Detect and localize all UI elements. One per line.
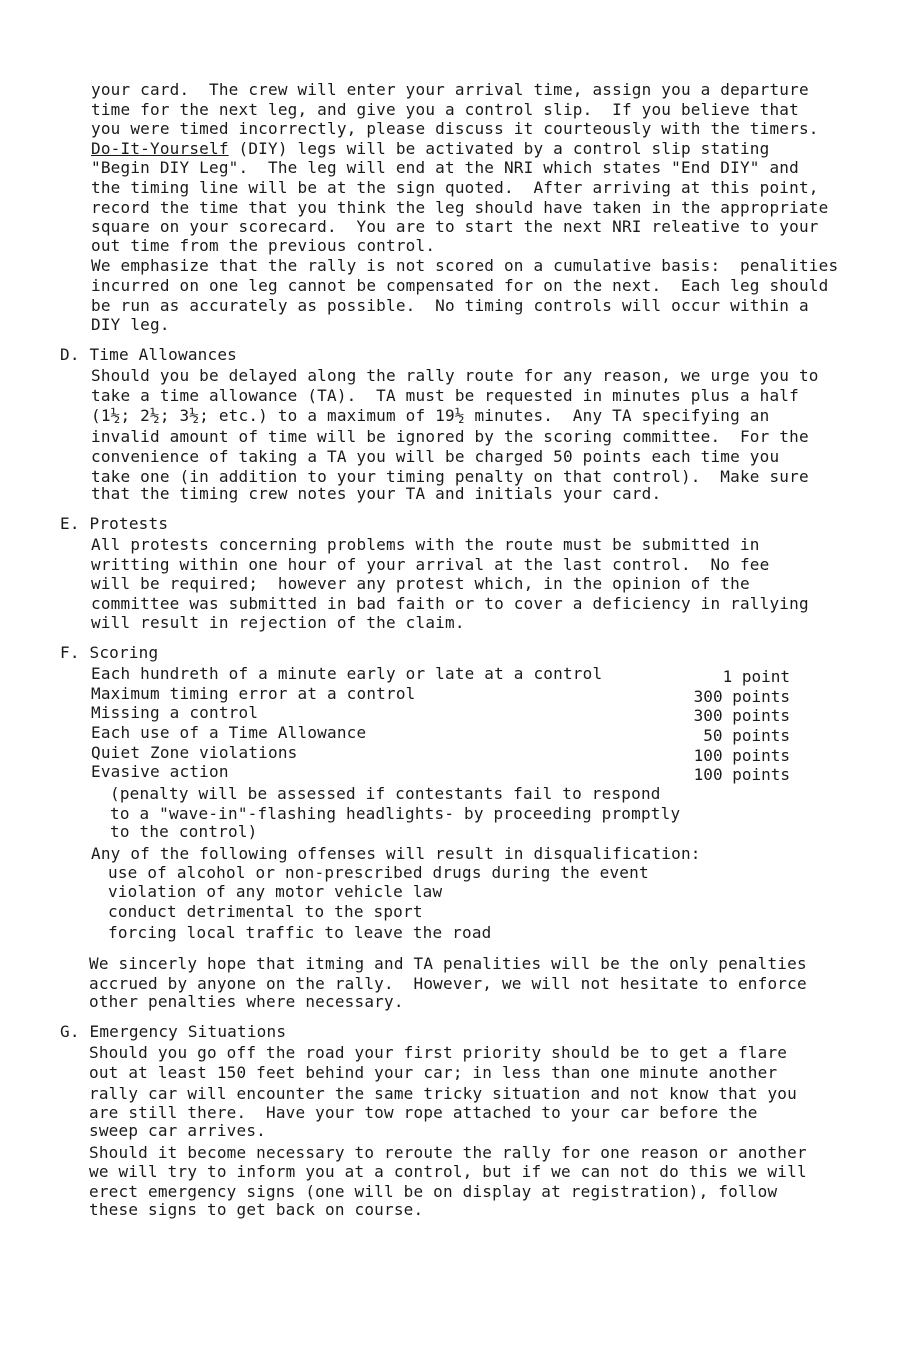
penalty-points: 300 points	[693, 706, 790, 725]
disqualification-heading: Any of the following offenses will result in disqualification:	[91, 844, 701, 863]
intro-line: square on your scorecard. You are to start the next NRI releative to your	[91, 217, 819, 236]
section-line: (1½; 2½; 3½; etc.) to a maximum of 19½ minutes. Any TA specifying an	[91, 406, 770, 425]
penalty-points: 1 point	[722, 667, 790, 686]
section-line: Should it become necessary to reroute the rally for one reason or another	[89, 1143, 807, 1162]
section-line: we will try to inform you at a control, but if we can not do this we will	[89, 1162, 807, 1181]
intro-line: DIY leg.	[91, 315, 170, 334]
disqualification-item: forcing local traffic to leave the road	[108, 923, 492, 942]
section-heading: D. Time Allowances	[60, 345, 237, 364]
intro-line: your card. The crew will enter your arrival time, assign you a departure	[91, 80, 809, 99]
disqualification-item: violation of any motor vehicle law	[108, 882, 443, 901]
intro-line: you were timed incorrectly, please discuss it courteously with the timers.	[91, 119, 819, 138]
section-heading: E. Protests	[60, 514, 169, 533]
section-line: are still there. Have your tow rope attached to your car before the	[89, 1103, 758, 1122]
intro-line: incurred on one leg cannot be compensated for on the next. Each leg should	[91, 276, 829, 295]
section-line: that the timing crew notes your TA and initials your card.	[91, 484, 662, 503]
section-line: convenience of taking a TA you will be charged 50 points each time you	[91, 447, 780, 466]
penalty-points: 100 points	[693, 746, 790, 765]
disqualification-item: conduct detrimental to the sport	[108, 902, 423, 921]
diy-line-rest: (DIY) legs will be activated by a control slip stating	[228, 139, 770, 158]
section-line: will result in rejection of the claim.	[91, 613, 465, 632]
closing-line: accrued by anyone on the rally. However, we will not hesitate to enforce	[89, 974, 807, 993]
section-line: invalid amount of time will be ignored by the scoring committee. For the	[91, 427, 809, 446]
section-line: take one (in addition to your timing penalty on that control). Make sure	[91, 467, 809, 486]
penalty-label: Each use of a Time Allowance	[91, 723, 367, 742]
section-line: Should you be delayed along the rally route for any reason, we urge you to	[91, 366, 819, 385]
section-line: Should you go off the road your first priority should be to get a flare	[89, 1043, 788, 1062]
intro-line: "Begin DIY Leg". The leg will end at the NRI which states "End DIY" and	[91, 158, 799, 177]
intro-line: be run as accurately as possible. No timing controls will occur within a	[91, 296, 809, 315]
diy-term: Do-It-Yourself	[91, 139, 229, 158]
section-line: committee was submitted in bad faith or to cover a deficiency in rallying	[91, 594, 809, 613]
section-line: these signs to get back on course.	[89, 1200, 424, 1219]
penalty-label: Each hundreth of a minute early or late at a control	[91, 664, 603, 683]
section-heading: G. Emergency Situations	[60, 1022, 287, 1041]
section-line: All protests concerning problems with the route must be submitted in	[91, 535, 760, 554]
section-line: rally car will encounter the same tricky situation and not know that you	[89, 1084, 797, 1103]
section-line: take a time allowance (TA). TA must be requested in minutes plus a half	[91, 386, 799, 405]
section-line: writting within one hour of your arrival at the last control. No fee	[91, 555, 770, 574]
intro-line: time for the next leg, and give you a control slip. If you believe that	[91, 100, 799, 119]
penalty-points: 300 points	[693, 687, 790, 706]
penalty-label: Quiet Zone violations	[91, 743, 298, 762]
diy-line	[91, 139, 769, 159]
section-line: sweep car arrives.	[89, 1121, 266, 1140]
disqualification-item: use of alcohol or non-prescribed drugs during the event	[108, 863, 649, 882]
closing-line: We sincerly hope that itming and TA penalities will be the only penalties	[89, 954, 807, 973]
evasive-note-line: to a "wave-in"-flashing headlights- by proceeding promptly	[110, 804, 681, 823]
intro-line: the timing line will be at the sign quoted. After arriving at this point,	[91, 178, 819, 197]
section-line: erect emergency signs (one will be on display at registration), follow	[89, 1182, 778, 1201]
section-heading: F. Scoring	[60, 643, 159, 662]
penalty-label: Evasive action	[91, 762, 229, 781]
intro-line: We emphasize that the rally is not scored on a cumulative basis: penalities	[91, 256, 839, 275]
section-line: will be required; however any protest which, in the opinion of the	[91, 574, 750, 593]
penalty-label: Maximum timing error at a control	[91, 684, 416, 703]
evasive-note-line: to the control)	[110, 822, 258, 841]
closing-line: other penalties where necessary.	[89, 992, 404, 1011]
penalty-points: 50 points	[703, 726, 790, 745]
intro-line: record the time that you think the leg should have taken in the appropriate	[91, 198, 829, 217]
intro-line: out time from the previous control.	[91, 236, 436, 255]
evasive-note-line: (penalty will be assessed if contestants fail to respond	[110, 784, 661, 803]
penalty-label: Missing a control	[91, 703, 259, 722]
section-line: out at least 150 feet behind your car; in less than one minute another	[89, 1063, 778, 1082]
penalty-points: 100 points	[693, 765, 790, 784]
